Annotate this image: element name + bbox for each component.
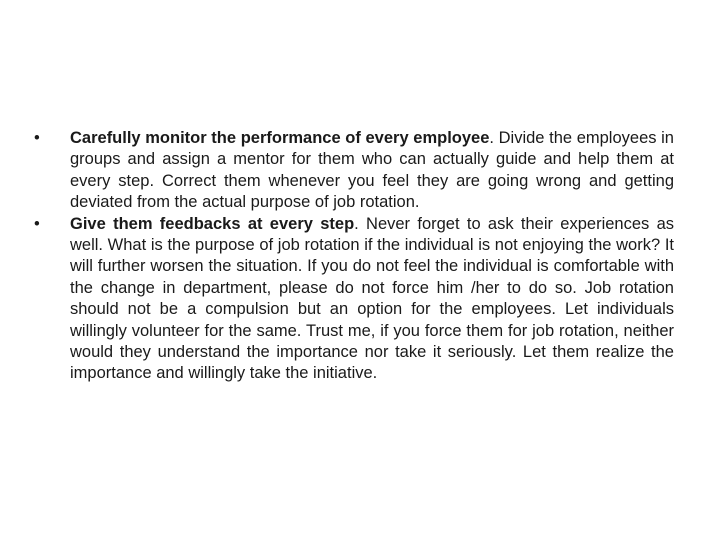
bullet-lead-text: Carefully monitor the performance of every employee [70,129,490,147]
bullet-icon: • [34,214,40,233]
bullet-body-text: . Divide the employees in groups and assign a mentor for them who can actually guide and help them at every step. Correct them whenever you feel they are going wrong and getting deviated from the actual purpose of job rotation. [70,129,674,212]
bullet-item-feedback [30,214,674,385]
bullet-icon: • [34,129,40,147]
bullet-body-text: . Never forget to ask their experiences as well. What is the purpose of job rotation if the individual is not enjoying the work? It will further worsen the situation. If you do not feel the individual is comfortable with the change in department, please do not force him /her to do so. Job rotation should not be a compulsion but an option for the employees. Let individuals willingly volunteer for the same. Trust me, if you force them for job rotation, neither would they understand the importance nor take it seriously. Let them realize the importance and willingly take the initiative. [70,214,674,383]
bullet-item-monitor [30,128,674,214]
bullet-list [30,128,674,385]
bullet-lead-text: Give them feedbacks at every step [70,214,355,233]
